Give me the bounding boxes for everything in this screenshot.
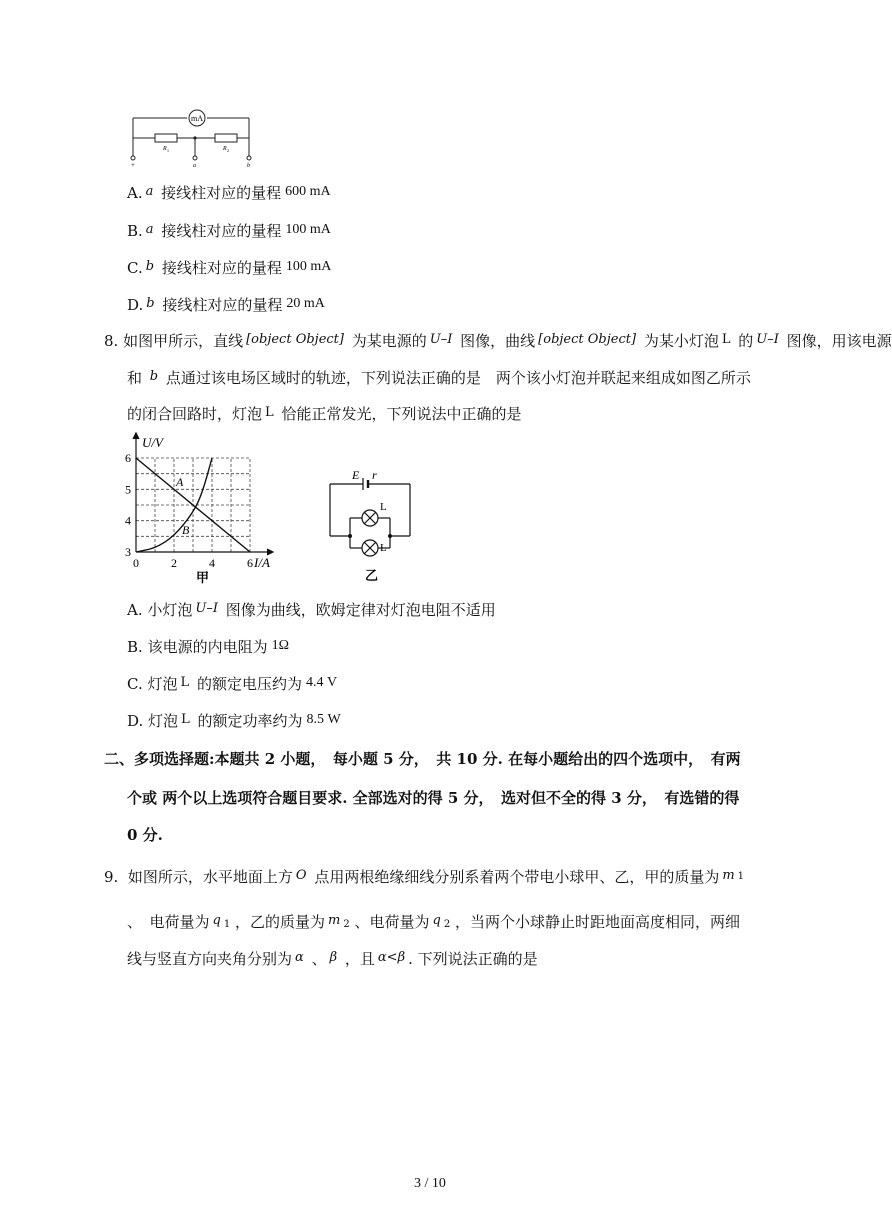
r1-label: R: [163, 146, 167, 152]
y-tick-label: 3: [125, 545, 131, 559]
ammeter-circuit-diagram: [125, 104, 260, 168]
q8-stem-line3: 的闭合回路时，灯泡 L 恰能正常发光，下列说法中正确的是: [127, 405, 522, 423]
x-tick-label: 0: [133, 556, 139, 570]
line-a-label: A: [176, 475, 184, 489]
circuit-caption: 乙: [365, 568, 379, 583]
q8-number: 8.: [104, 332, 119, 350]
q8-option-c: C. 灯泡 L 的额定电压约为 4.4 V: [127, 675, 338, 693]
q9-number: 9.: [104, 868, 119, 886]
q8-option-a: A. 小灯泡 U–I 图像为曲线，欧姆定律对灯泡电阻不适用: [127, 601, 496, 619]
q8-option-d: D. 灯泡 L 的额定功率约为 8.5 W: [127, 712, 341, 730]
q7-option-d: D. b 接线柱对应的量程 20 mA: [127, 296, 325, 314]
x-tick-label: 4: [209, 556, 215, 570]
u-i-graph: [120, 430, 290, 588]
curve-b-label: B: [182, 523, 190, 537]
q9-stem-line1: 9. 如图所示，水平地面上方 O 点用两根绝缘细线分别系着两个带电小球甲、乙，甲的质量为 m $^1$: [104, 868, 745, 886]
parallel-lamp-circuit: [318, 466, 418, 584]
q8-stem-line1: 8. 如图甲所示，直线 [object Object] 为某电源的 U–I 图像，曲线 [object Object] 为某小灯泡 L 的 U–I 图像，用该电源: [104, 332, 892, 350]
lamp-bottom-label: L: [380, 542, 387, 554]
section2-heading-line2: 个或 两个以上选项符合题目要求. 全部选对的得 5 分， 选对但不全的得 3 分， 有选错的得: [127, 789, 740, 807]
x-tick-label: 6: [247, 556, 253, 570]
ammeter-label: mA: [191, 114, 203, 123]
q7-option-c: C. b 接线柱对应的量程 100 mA: [127, 259, 332, 277]
q8-stem-line2: 和 b 点通过该电场区域时的轨迹，下列说法正确的是 两个该小灯泡并联起来组成如图乙所示: [127, 369, 751, 387]
y-tick-label: 6: [125, 451, 131, 465]
lamp-top-label: L: [380, 501, 387, 513]
y-axis-label: U/V: [142, 435, 163, 450]
y-tick-label: 4: [125, 513, 131, 528]
r1-subscript: 1: [167, 148, 169, 153]
x-axis-label: I/A: [254, 555, 270, 570]
q9-stem-line2: 、 电荷量为 q 1 ，乙的质量为 m 2 、电荷量为 q 2 ，当两个小球静止时距地面高度相同，两细: [127, 913, 741, 931]
r2-label: R: [223, 146, 227, 152]
r2-subscript: 2: [227, 148, 229, 153]
internal-r-label: r: [372, 468, 377, 482]
terminal-b: b: [247, 163, 250, 169]
page-number: 3 / 10: [414, 1176, 446, 1191]
emf-label: E: [352, 468, 360, 482]
graph-caption: 甲: [196, 570, 210, 585]
section2-heading-line3: 0 分.: [127, 826, 163, 844]
q9-stem-line3: 线与竖直方向夹角分别为 α 、 β ，且 α<β . 下列说法正确的是: [127, 950, 538, 968]
q8-option-b: B. 该电源的内电阻为 1Ω: [127, 638, 289, 656]
x-tick-label: 2: [171, 556, 177, 570]
q7-option-a: A. a 接线柱对应的量程 600 mA: [127, 184, 331, 202]
y-tick-label: 5: [125, 482, 131, 497]
terminal-a: a: [193, 163, 196, 169]
section2-heading-line1: 二、多项选择题:本题共 2 小题， 每小题 5 分， 共 10 分. 在每小题给出的四个选项中， 有两: [104, 750, 741, 768]
q7-option-b: B. a 接线柱对应的量程 100 mA: [127, 222, 331, 240]
terminal-plus: +: [131, 161, 135, 169]
